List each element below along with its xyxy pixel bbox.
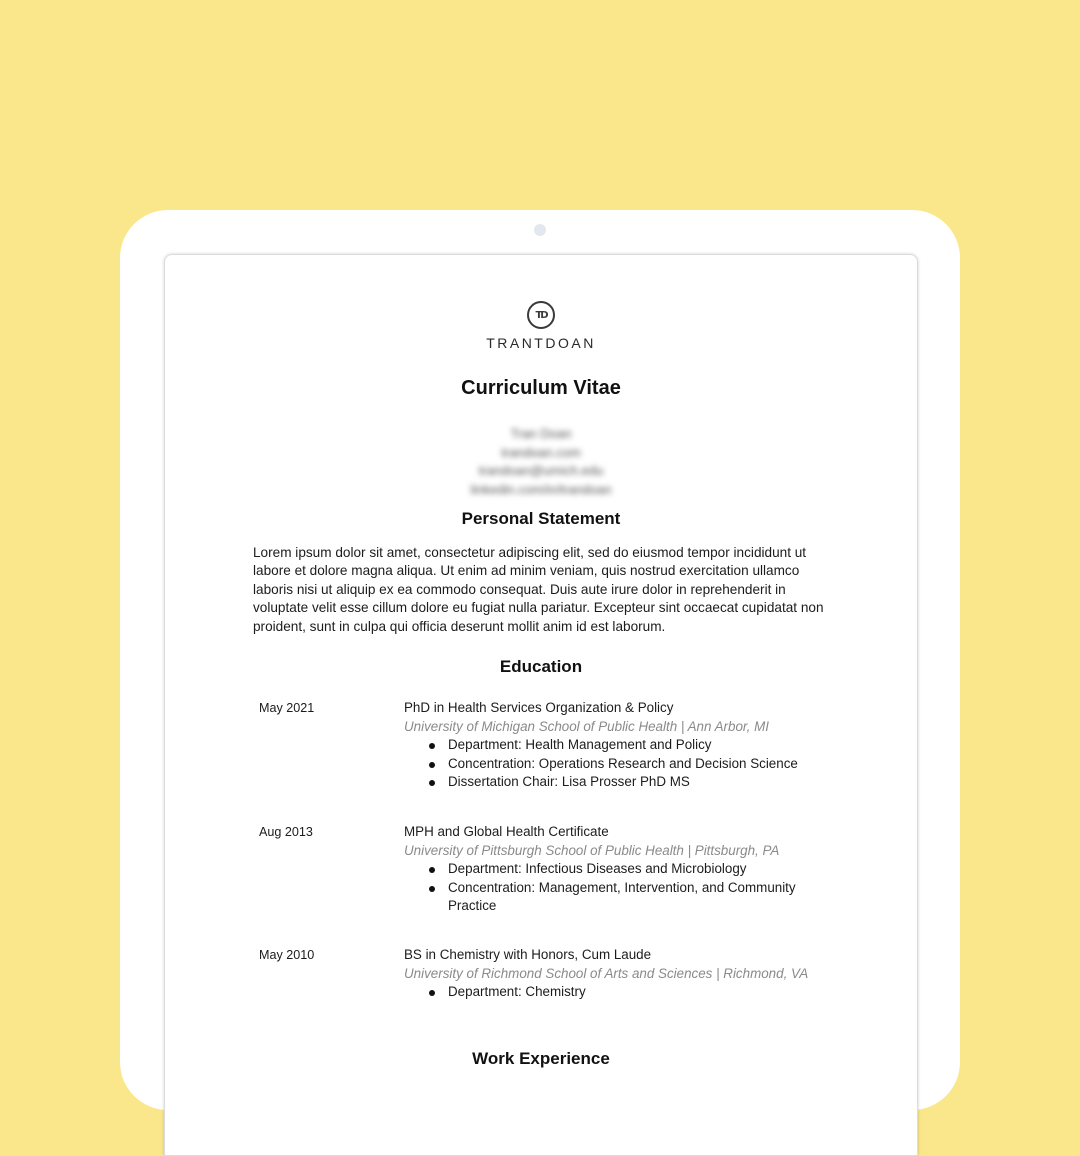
contact-name: Tran Doan: [510, 426, 572, 441]
education-bullet: Concentration: Management, Intervention, and Community Practice: [448, 879, 824, 916]
tablet-screen: [164, 254, 918, 1156]
contact-linkedin: linkedin.com/in/trandoan: [470, 481, 612, 497]
education-date: May 2010: [259, 948, 315, 962]
education-bullets: [404, 736, 824, 792]
education-bullets: [404, 983, 824, 1002]
education-details: [404, 823, 824, 916]
logo-mark-letters: TD: [535, 309, 547, 321]
contact-email: trandoan@umich.edu: [478, 463, 604, 478]
logo-mark-icon: [527, 301, 555, 329]
personal-statement-text: Lorem ipsum dolor sit amet, consectetur adipiscing elit, sed do eiusmod tempor incididunt ut labore et dolore magna aliqua. Ut enim ad minim veniam, quis nostrud exercitation ullamco laboris nisi ut aliquip ex ea commodo consequat. Duis aute irure dolor in reprehenderit in voluptate velit esse cillum dolore eu fugiat nulla pariatur. Excepteur sint occaecat cupidatat non proident, sunt in culpa qui officia deserunt mollit anim id est laborum.: [253, 545, 824, 634]
education-bullet: Department: Chemistry: [448, 983, 824, 1002]
education-institution: University of Michigan School of Public Health | Ann Arbor, MI: [404, 718, 769, 734]
education-institution: University of Pittsburgh School of Public Health | Pittsburgh, PA: [404, 842, 780, 858]
education-bullets: [404, 860, 824, 916]
education-details: [404, 946, 824, 1002]
cv-document: [165, 255, 917, 1155]
education-date: May 2021: [259, 701, 315, 715]
education-institution: University of Richmond School of Arts and Sciences | Richmond, VA: [404, 965, 809, 981]
education-bullet: Department: Health Management and Policy: [448, 736, 824, 755]
document-title: Curriculum Vitae: [461, 377, 621, 399]
contact-website: trandoan.com: [501, 444, 581, 460]
contact-block: [165, 425, 917, 499]
personal-statement-heading: Personal Statement: [461, 509, 621, 528]
education-date: Aug 2013: [259, 825, 313, 839]
education-degree: MPH and Global Health Certificate: [404, 824, 609, 839]
education-bullet: Concentration: Operations Research and Decision Science: [448, 755, 824, 774]
work-experience-heading: Work Experience: [472, 1049, 610, 1068]
education-details: [404, 699, 824, 792]
camera-dot: [534, 224, 546, 236]
education-degree: PhD in Health Services Organization & Policy: [404, 700, 674, 715]
education-heading: Education: [499, 657, 583, 676]
education-bullet: Department: Infectious Diseases and Microbiology: [448, 860, 824, 879]
education-degree: BS in Chemistry with Honors, Cum Laude: [404, 947, 652, 962]
logo-text: TRANTDOAN: [486, 335, 596, 351]
tablet-frame: [120, 210, 960, 1110]
education-bullet: Dissertation Chair: Lisa Prosser PhD MS: [448, 773, 824, 792]
